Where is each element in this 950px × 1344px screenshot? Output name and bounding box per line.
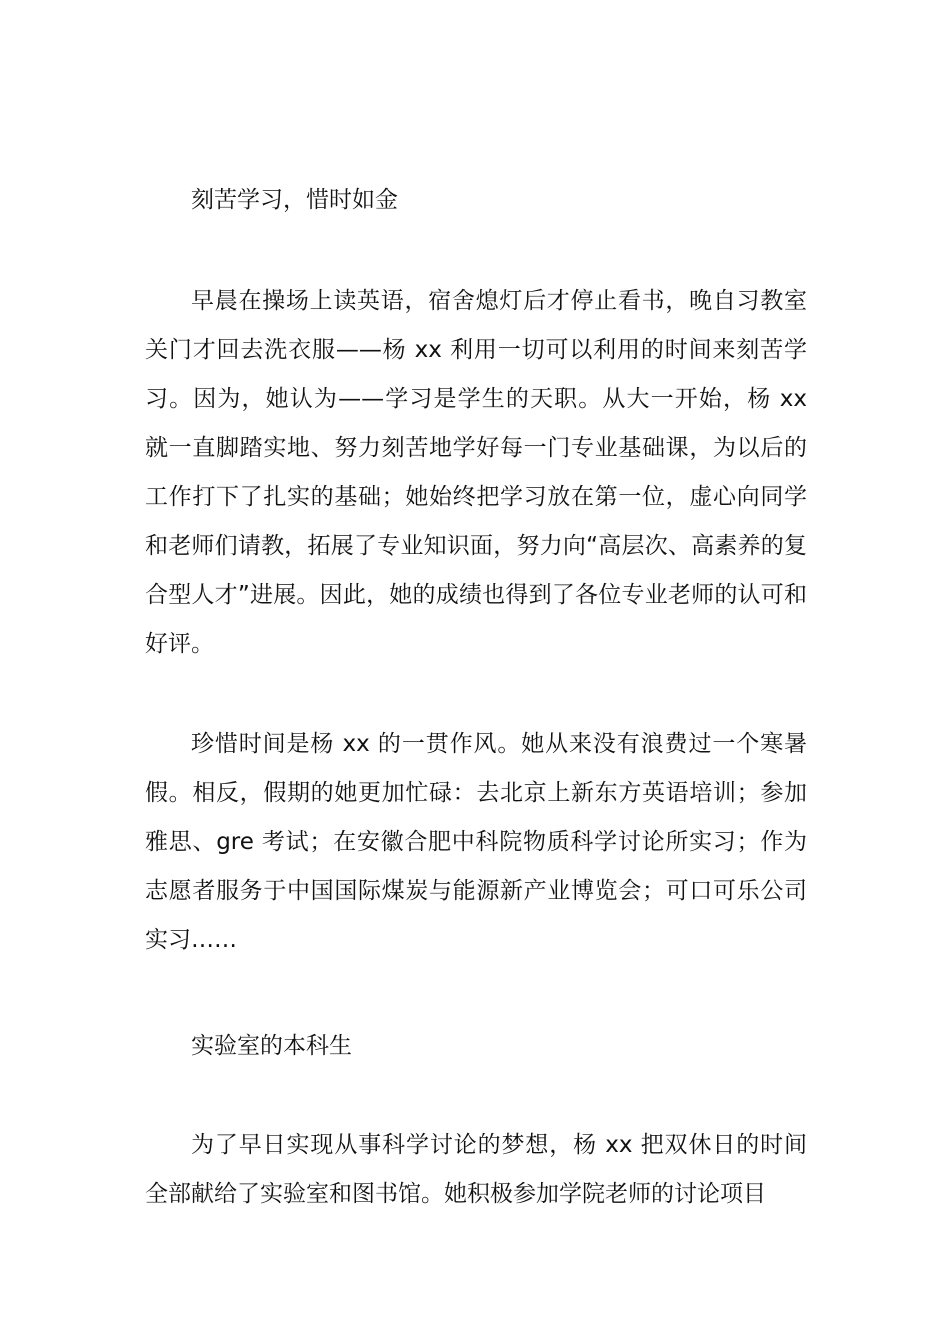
- paragraph-lab-research: 为了早日实现从事科学讨论的梦想，杨 xx 把双休日的时间全部献给了实验室和图书馆。她积极参加学院老师的讨论项目: [145, 1132, 807, 1207]
- paragraph-time-management: 珍惜时间是杨 xx 的一贯作风。她从来没有浪费过一个寒暑假。相反，假期的她更加忙碌：去北京上新东方英语培训；参加雅思、gre 考试；在安徽合肥中科院物质科学讨论所实习；作为志愿者服务于中国国际煤炭与能源新产业博览会；可口可乐公司实习……: [145, 731, 807, 953]
- section-heading-lab-undergraduate: 实验室的本科生: [191, 1033, 352, 1059]
- paragraph-study-habits: 早晨在操场上读英语，宿舍熄灯后才停止看书，晚自习教室关门才回去洗衣服——杨 xx 利用一切可以利用的时间来刻苦学习。因为，她认为——学习是学生的天职。从大一开始，杨 xx 就一直脚踏实地、努力刻苦地学好每一门专业基础课，为以后的工作打下了扎实的基础；她始终把学习放在第一位，虚心向同学和老师们请教，拓展了专业知识面，努力向“高层次、高素养的复合型人才”进展。因此，她的成绩也得到了各位专业老师的认可和好评。: [145, 288, 807, 657]
- section-heading-diligent-study: 刻苦学习，惜时如金: [191, 187, 398, 213]
